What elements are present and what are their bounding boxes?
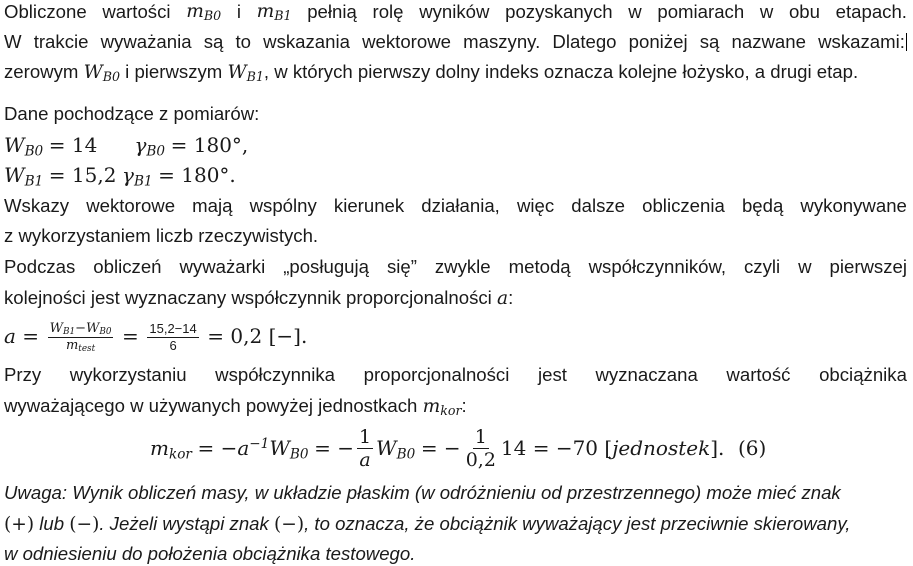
word: czyli [744,256,781,277]
para2-line1 [4,194,907,218]
fraction-numerator: $W_{B1}-W_{B0}$ [49,321,112,338]
symbol-WB0: $W_{B0}$ [376,436,416,463]
eq-sign: = − [197,436,238,460]
eq-6-close: ]. [710,436,725,460]
word: obciążnika [819,364,907,385]
para1-line1 [4,0,907,24]
para2-line2: z wykorzystaniem liczb rzeczywistych. [4,225,319,246]
symbol-WB0: $W_{B0}$ [4,133,44,160]
word: zwykle [434,256,491,277]
word: rolę [372,1,404,22]
word: W [4,31,22,52]
word: obliczenia [642,195,725,216]
fraction-denominator: 6 [169,337,177,353]
word: i [236,1,241,22]
fraction-one-over-a [357,427,373,472]
word: to [235,31,251,52]
word: są [203,31,224,52]
eq-a-result: = 0,2 [−]. [207,324,308,348]
symbol-WB0: $W_{B0}$ [83,62,120,85]
symbol-mB1: $m_{B1}$ [256,1,292,24]
word: kierunek [333,195,405,216]
word: nazwane [731,31,806,52]
word: mają [192,195,233,216]
word: etapach. [835,1,907,22]
word: wyznaczana [595,364,698,385]
word: w [798,256,812,277]
equation-a [4,313,907,359]
eq-6-tail: 14 = −70 [ [500,436,613,460]
eq-sign: = − [314,436,354,460]
para1-line3: zerowym $W_{B0}$ i pierwszym $W_{B1}$, w których pierwszy dolny indeks oznacza kolejne łożysko, a drugi etap. [4,61,859,85]
word: obliczeń [93,256,162,277]
value: = 14 [48,133,98,157]
word: dalsze [571,195,626,216]
value: = 15,2 [48,163,117,187]
fraction-a-numeric [147,322,198,353]
word: pełnią [307,1,357,22]
para3-line1 [4,255,907,279]
word: jest [537,364,567,385]
symbol-WB1: $W_{B1}$ [4,163,44,190]
symbol-a: a [496,288,509,309]
word: współczynnika [215,364,336,385]
word: więc [516,195,555,216]
word: współczynników, [588,256,727,277]
para1-line2 [4,30,907,54]
fraction-numerator: 1 [474,426,487,449]
note-line2: (+) lub (−). Jeżeli wystąpi znak (−), to oznacza, że obciążnik wyważający jest przeciwnie skierowany, [4,513,851,535]
word: wektorowe [86,195,176,216]
symbol-gammaB0: $\gamma_{B0}$ [134,133,166,160]
word: metodą [508,256,571,277]
fraction-numerator: 15,2−14 [149,321,197,337]
eq-6-unit: jednostek [612,436,711,460]
word: poniżej [628,31,688,52]
word: wartości [102,1,171,22]
symbol-WB0: $W_{B0}$ [269,436,309,463]
word: w [759,1,774,22]
word: wspólny [249,195,317,216]
word: Przy [4,364,42,385]
word: „posługują [283,256,369,277]
text-cursor [906,33,907,51]
word-with-cursor: wskazami: [818,31,905,52]
note-line3: w odniesieniu do położenia obciążnika testowego. [4,543,416,564]
eq-sign: = [122,324,139,348]
word: trakcie [33,31,89,52]
value: = 180°. [158,163,236,187]
word: pozyskanych [505,1,613,22]
word: będą [741,195,784,216]
word: wykorzystaniu [69,364,187,385]
word: Dlatego [552,31,617,52]
word: pomiarach [657,1,745,22]
word: Podczas [4,256,76,277]
equation-6 [4,420,907,476]
eq-sign: = − [420,436,461,460]
word: Obliczone [4,1,87,22]
symbol-mkor: $m_{kor}$ [422,396,462,419]
word: działania, [421,195,500,216]
value: = 180°, [170,133,249,157]
fraction-numerator: 1 [358,426,372,449]
note-line1: Uwaga: Wynik obliczeń masy, w układzie płaskim (w odróżnieniu od przestrzennego) może mieć znak [4,482,841,503]
fraction-denominator: $m_{test}$ [65,337,96,354]
equation-number: (6) [737,436,767,460]
word: wartość [726,364,791,385]
measurement-row-2 [4,163,907,188]
fraction-denominator: 0,2 [465,449,496,472]
word: obu [788,1,820,22]
fraction-one-over-value [464,427,498,472]
word: wyników [419,1,490,22]
word: Wskazy [4,195,70,216]
word: wykonywane [800,195,907,216]
word: się” [386,256,417,277]
symbol-WB1: $W_{B1}$ [227,62,264,85]
word: w [628,1,642,22]
word: wskazania [263,31,350,52]
fraction-a-symbolic [48,322,114,353]
word: pierwszej [829,256,907,277]
word: są [699,31,720,52]
word: proporcjonalności [363,364,510,385]
symbol-a-inverse: $a^{-1}$ [237,436,270,460]
symbol-mB0: $m_{B0}$ [186,1,222,24]
word: wektorowe [362,31,451,52]
word: maszyny. [463,31,541,52]
para3-line2: kolejności jest wyznaczany współczynnik proporcjonalności a: [4,287,514,309]
measurements-heading: Dane pochodzące z pomiarów: [4,103,260,124]
symbol-gammaB1: $\gamma_{B1}$ [121,163,153,190]
para4-line2: wyważającego w używanych powyżej jednostkach $m_{kor}$: [4,395,467,419]
word: wyważania [100,31,192,52]
word: wyważarki [179,256,266,277]
para4-line1 [4,363,907,387]
fraction-denominator: a [359,449,371,472]
eq-a-lhs: a = [4,324,40,348]
measurement-row-1 [4,133,907,158]
symbol-mkor: $m_{kor}$ [150,436,192,463]
